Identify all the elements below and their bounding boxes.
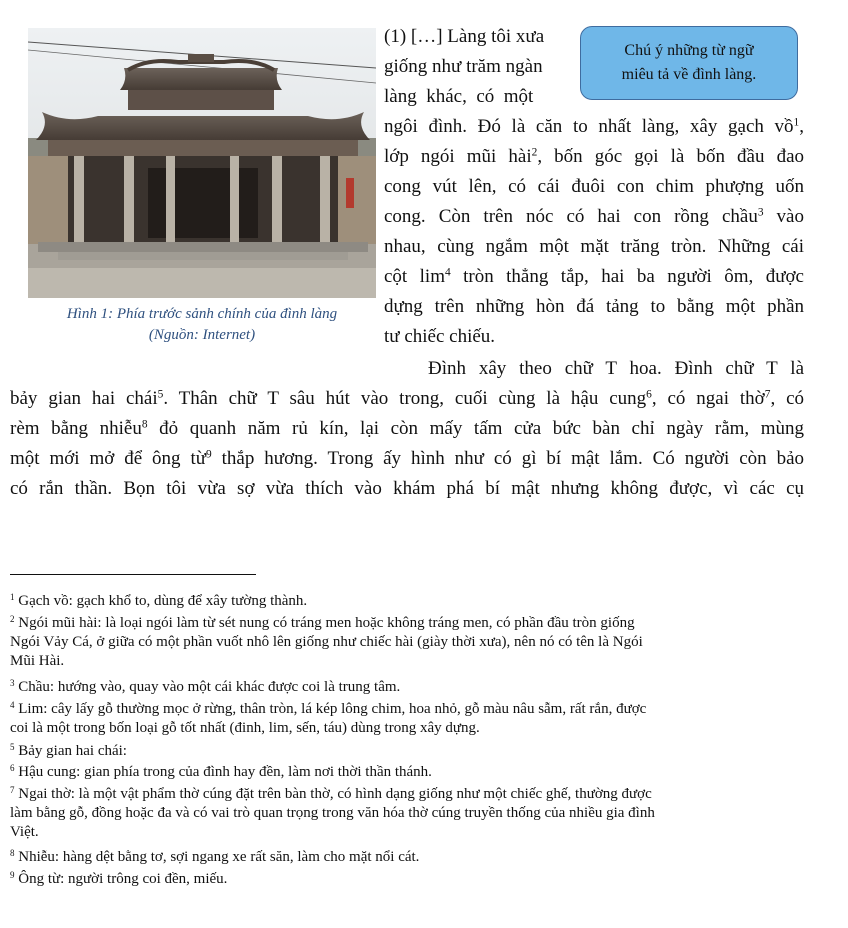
paragraph-2	[10, 354, 804, 504]
figure-caption	[28, 304, 376, 346]
caption-title: Hình 1: Phía trước sảnh chính của đình làng	[66, 306, 338, 322]
p1-line6: cong vút lên, có cái đuôi con chim phượng uốn	[384, 176, 804, 197]
p2-line5: có rắn thần. Bọn tôi vừa sợ vừa thích vào khám phá bí mật nhưng không được, vì các cụ	[10, 478, 804, 499]
footnote-7: $^7$ Ngai thờ: là một vật phẩm thờ cúng đặt trên bàn thờ, có hình dạng giống như một chiếc ghế, thường được làm bằng gỗ, đồng hoặc đa và có vai trò quan trọng trong văn hóa thờ cúng truyền thống của nhiều gia đình Việt.	[10, 785, 655, 840]
p1-line9: cột $\lim^4$ tròn thẳng tắp, hai ba người ôm, được	[384, 266, 804, 287]
footnote-9: $^9$ Ông từ: người trông coi đền, miếu.	[10, 870, 228, 887]
footnote-separator	[10, 574, 256, 575]
p1-line1: (1) […] Làng tôi xưa	[384, 26, 545, 47]
paragraph-1-intro	[384, 22, 574, 112]
p2-line2: bảy gian hai chái$^5$. Thân chữ T sâu hút vào trong, cuối cùng là hậu cung$^6$, có ngai thờ$^7$, có	[10, 388, 805, 409]
p2-line4: một mới mở để ông từ$^9$ thắp hương. Trong ấy hình như có gì bí mật lắm. Có người còn bảo	[10, 448, 805, 469]
callout-line1: Chú ý những từ ngữ	[624, 42, 754, 59]
footnote-4: $^4$ Lim: cây lấy gỗ thường mọc ở rừng, thân tròn, lá kép lông chim, hoa nhỏ, gỗ màu nâu sẫm, rất rắn, được coi là một trong bốn loại gỗ tốt nhất (đinh, lim, sến, táu) dùng trong xây dựng.	[10, 700, 647, 736]
p1-line2: giống như trăm ngàn	[384, 56, 543, 77]
paragraph-1-body	[384, 112, 804, 352]
p2-line3: rèm bằng nhiễu$^8$ đỏ quanh năm rủ kín, lại còn mấy tấm cửa bức bàn chỉ ngày rằm, mùng	[10, 418, 805, 439]
p1-line4: ngôi đình. Đó là căn to nhất làng, xây gạch vồ$^1$,	[384, 116, 804, 137]
p1-line7: cong. Còn trên nóc có hai con rồng chầu$^3$ vào	[384, 206, 804, 227]
footnote-2: $^2$ Ngói mũi hài: là loại ngói làm từ sét nung có tráng men hoặc không tráng men, có phần đầu tròn giống Ngói Vảy Cá, ở giữa có một phần vuốt nhô lên giống như chiếc hài (giày thời xưa), nên nó có tên là Ngói Mũi Hài.	[10, 614, 643, 669]
caption-source: (Nguồn: Internet)	[148, 327, 256, 343]
dinh-photo	[28, 28, 376, 298]
callout-box	[580, 26, 798, 100]
p2-line1: Đình xây theo chữ T hoa. Đình chữ T là	[428, 358, 804, 379]
p1-line10: dựng trên những hòn đá tảng to bằng một phần	[384, 296, 804, 317]
p1-line5: lớp ngói mũi hài$^2$, bốn góc gọi là bốn đầu đao	[384, 146, 804, 167]
footnote-8: $^8$ Nhiễu: hàng dệt bằng tơ, sợi ngang xe rất săn, làm cho mặt nổi cát.	[10, 848, 420, 865]
p1-line11: tư chiếc chiếu.	[384, 326, 496, 347]
p1-line8: nhau, cùng ngắm một mặt trăng tròn. Những cái	[384, 236, 804, 257]
footnote-5: $^5$ Bảy gian hai chái:	[10, 742, 127, 759]
callout-line2: miêu tả về đình làng.	[621, 66, 757, 83]
p1-line3: làng khác, có một	[384, 86, 534, 107]
footnote-6: $^6$ Hậu cung: gian phía trong của đình hay đền, làm nơi thời thần thánh.	[10, 763, 432, 780]
footnote-3: $^3$ Chầu: hướng vào, quay vào một cái khác được coi là trung tâm.	[10, 678, 401, 695]
footnote-1: $^1$ Gạch vồ: gạch khổ to, dùng để xây tường thành.	[10, 592, 308, 609]
